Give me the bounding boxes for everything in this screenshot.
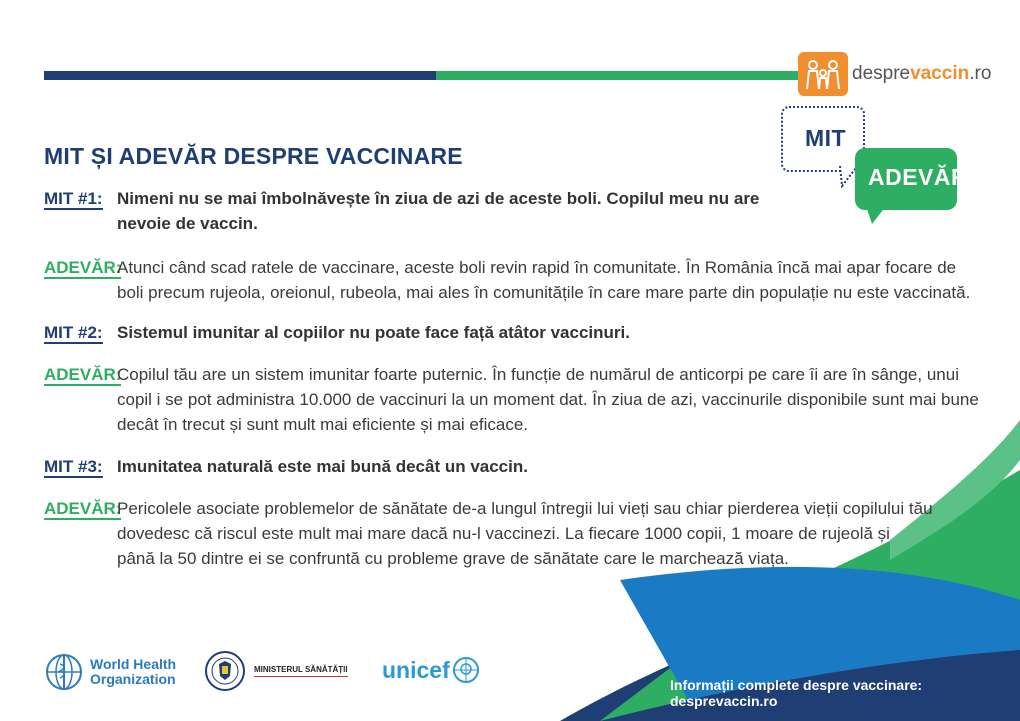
myth-label: MIT #3: [44,457,103,476]
who-logo[interactable] [44,652,176,692]
myth-text: Imunitatea naturală este mai bună decât un vaccin. [117,457,528,476]
truth-item-2 [44,362,979,437]
government-seal-icon [204,650,246,692]
truth-item-1 [44,255,970,305]
unicef-text: unicef [382,656,450,683]
who-emblem-icon [44,652,84,692]
myth-item-3 [44,454,528,479]
truth-text: Copilul tău are un sistem imunitar foarte puternic. În funcție de numărul de anticorpi pe care îi are în sânge, unui copil i se pot administra 10.000 de vaccinuri la un moment dat. În ziua de azi, vaccinurile disponibile sunt mai bune decât în trecut și sunt mult mai eficiente și mai eficace. [117,365,979,434]
adevar-bubble-label: ADEVĂR [868,164,969,190]
who-text: World Health Organization [90,656,177,687]
truth-text: Atunci când scad ratele de vaccinare, aceste boli revin rapid în comunitate. În România încă mai apar focare de boli precum rujeola, oreionul, rubeola, mai ales în comunitățile în care mare parte din populație nu este vaccinată. [117,258,971,302]
myth-label: MIT #2: [44,323,103,342]
footer-info-text: Informații complete despre vaccinare: desprevaccin.ro [670,677,923,709]
truth-item-3 [44,496,933,571]
page-title: MIT ȘI ADEVĂR DESPRE VACCINARE [44,143,463,169]
ministry-text: MINISTERUL SĂNĂTĂȚII [254,665,348,677]
unicef-emblem-icon [452,656,480,684]
ministry-logo[interactable] [204,650,348,692]
myth-text: Sistemul imunitar al copiilor nu poate face față atâtor vaccinuri. [117,323,630,342]
header-bar-green [436,71,798,80]
unicef-logo[interactable] [382,656,480,684]
mit-bubble-label: MIT [805,125,847,151]
truth-text: Pericolele asociate problemelor de sănătate de-a lungul întregii lui vieți sau chiar pierderea vieții copilului tău dovedesc că riscul este mult mai mare dacă nu-l vaccinezi. La fiecare 1000 copii, 1 moare de rujeolă și până la 50 dintre ei se confruntă cu probleme grave de sănătate care le marchează viața. [117,499,933,568]
logo-text: desprevaccin.ro [852,63,992,84]
truth-label: ADEVĂR: [44,365,122,384]
myth-item-1 [44,186,759,236]
adevar-bubble-tail [866,206,888,226]
family-icon [798,52,848,96]
myth-text: Nimeni nu se mai îmbolnăvește în ziua de azi de aceste boli. Copilul meu nu are nevoie de vaccin. [117,189,760,233]
desprevaccin-logo[interactable] [798,52,991,96]
header-bar-blue [44,71,436,80]
myth-item-2 [44,320,630,345]
myth-label: MIT #1: [44,189,103,208]
truth-label: ADEVĂR: [44,499,122,518]
truth-label: ADEVĂR: [44,258,122,277]
